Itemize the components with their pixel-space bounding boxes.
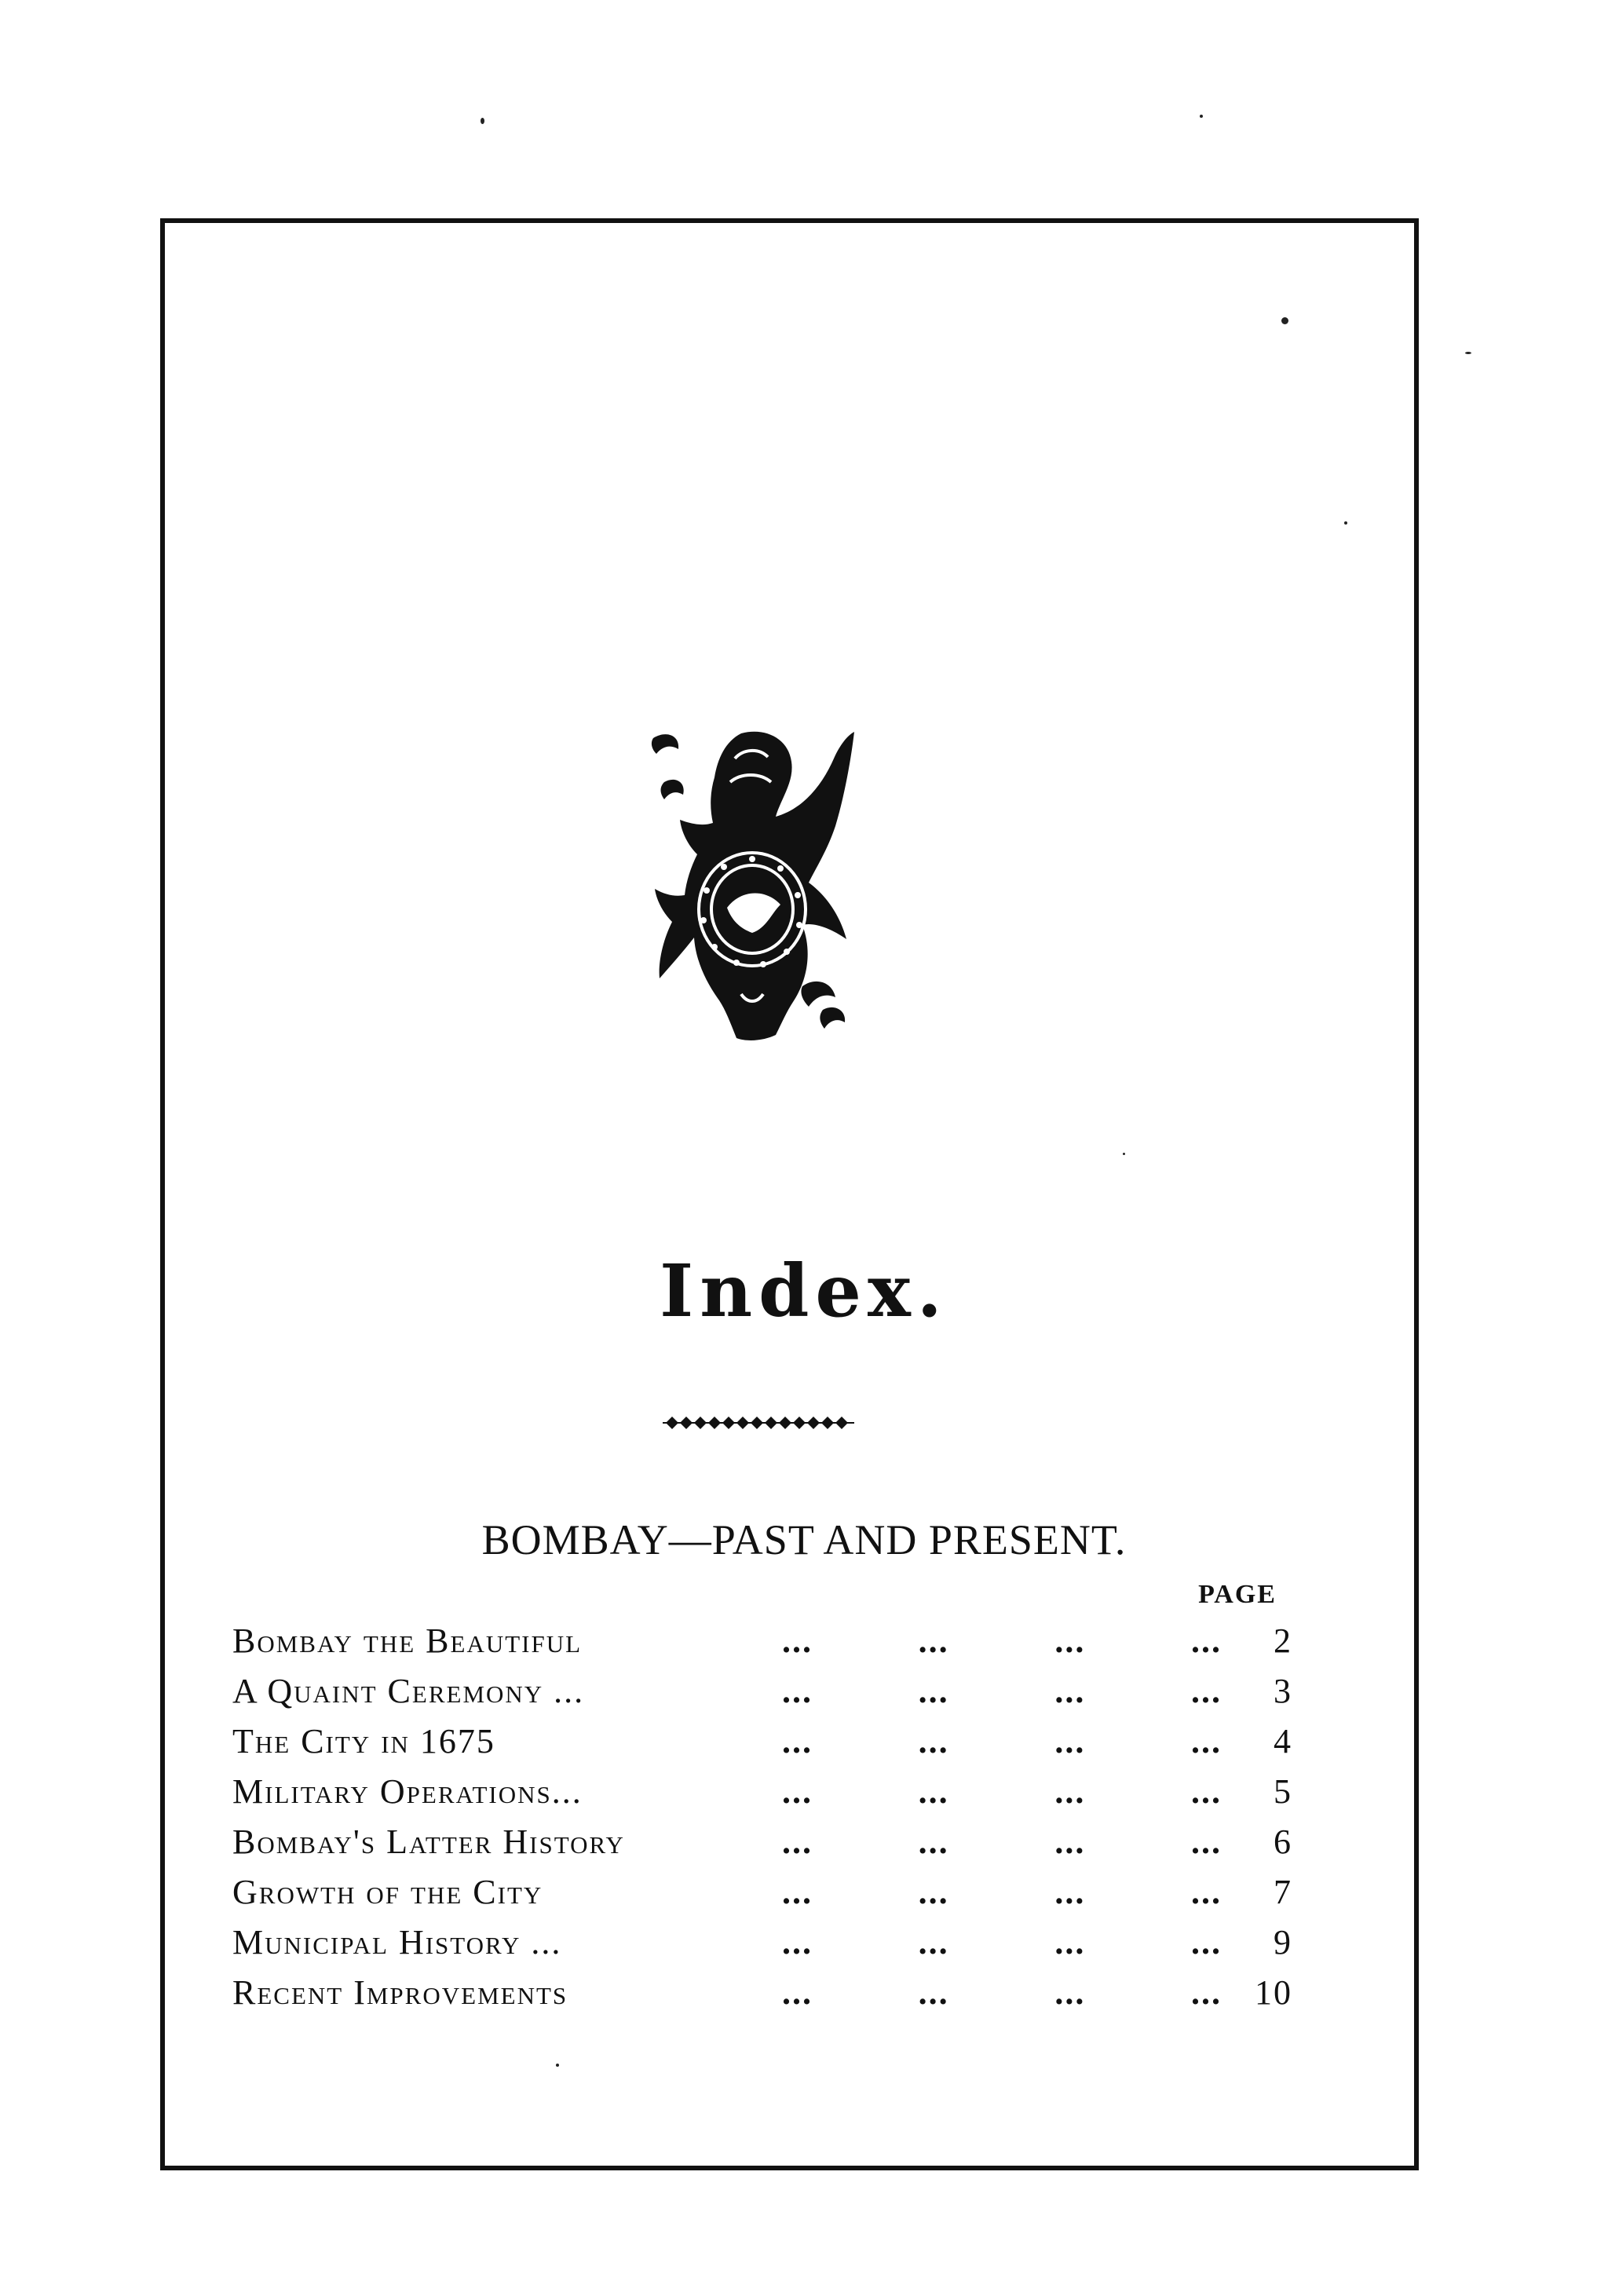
heraldic-dragon-ornament-icon [649, 727, 862, 1043]
scan-speck [1200, 115, 1203, 118]
scan-speck [1344, 521, 1347, 525]
index-heading: Index. [660, 1249, 948, 1333]
toc-entry-title: A Quaint Ceremony ... [232, 1672, 585, 1710]
toc-entry-page: 5 [1274, 1772, 1292, 1811]
toc-entry [232, 1771, 1292, 1822]
toc-leader: ... ... ... ... [782, 1722, 1222, 1760]
toc-leader: ... ... ... ... [782, 1923, 1222, 1961]
toc-entry [232, 1721, 1292, 1771]
toc-entry-title: Military Operations... [232, 1772, 583, 1811]
diamond-chain-rule-icon [661, 1413, 857, 1432]
toc-entry-page: 3 [1274, 1672, 1292, 1710]
toc-entry [232, 1922, 1292, 1972]
toc-entry [232, 1872, 1292, 1922]
toc-entry-page: 9 [1274, 1923, 1292, 1961]
table-of-contents [232, 1621, 1292, 2023]
toc-leader: ... ... ... ... [782, 1672, 1222, 1710]
toc-entry-page: 2 [1274, 1621, 1292, 1660]
toc-entry-title: The City in 1675 [232, 1722, 495, 1760]
toc-entry-title: Recent Improvements [232, 1973, 568, 2012]
toc-entry-page: 6 [1274, 1823, 1292, 1861]
toc-entry-title: Municipal History ... [232, 1923, 562, 1961]
scan-speck [1123, 1153, 1125, 1155]
toc-leader: ... ... ... ... [782, 1973, 1222, 2012]
toc-leader: ... ... ... ... [782, 1621, 1222, 1660]
toc-entry-title: Bombay's Latter History [232, 1823, 625, 1861]
toc-entry [232, 1822, 1292, 1872]
toc-entry [232, 1671, 1292, 1721]
scan-speck [481, 118, 484, 124]
toc-entry-page: 7 [1274, 1873, 1292, 1911]
toc-leader: ... ... ... ... [782, 1823, 1222, 1861]
toc-entry-page: 10 [1255, 1973, 1292, 2012]
section-heading: BOMBAY—PAST AND PRESENT. [481, 1516, 1127, 1563]
toc-entry-page: 4 [1274, 1722, 1292, 1760]
toc-entry-title: Bombay the Beautiful [232, 1621, 583, 1660]
page-column-label: PAGE [1198, 1580, 1277, 1609]
scan-speck [556, 2064, 559, 2067]
toc-leader: ... ... ... ... [782, 1873, 1222, 1911]
toc-entry-title: Growth of the City [232, 1873, 543, 1911]
toc-leader: ... ... ... ... [782, 1772, 1222, 1811]
toc-entry [232, 1621, 1292, 1671]
scan-speck [1281, 317, 1288, 324]
scan-speck [1465, 352, 1471, 354]
toc-entry [232, 1972, 1292, 2023]
